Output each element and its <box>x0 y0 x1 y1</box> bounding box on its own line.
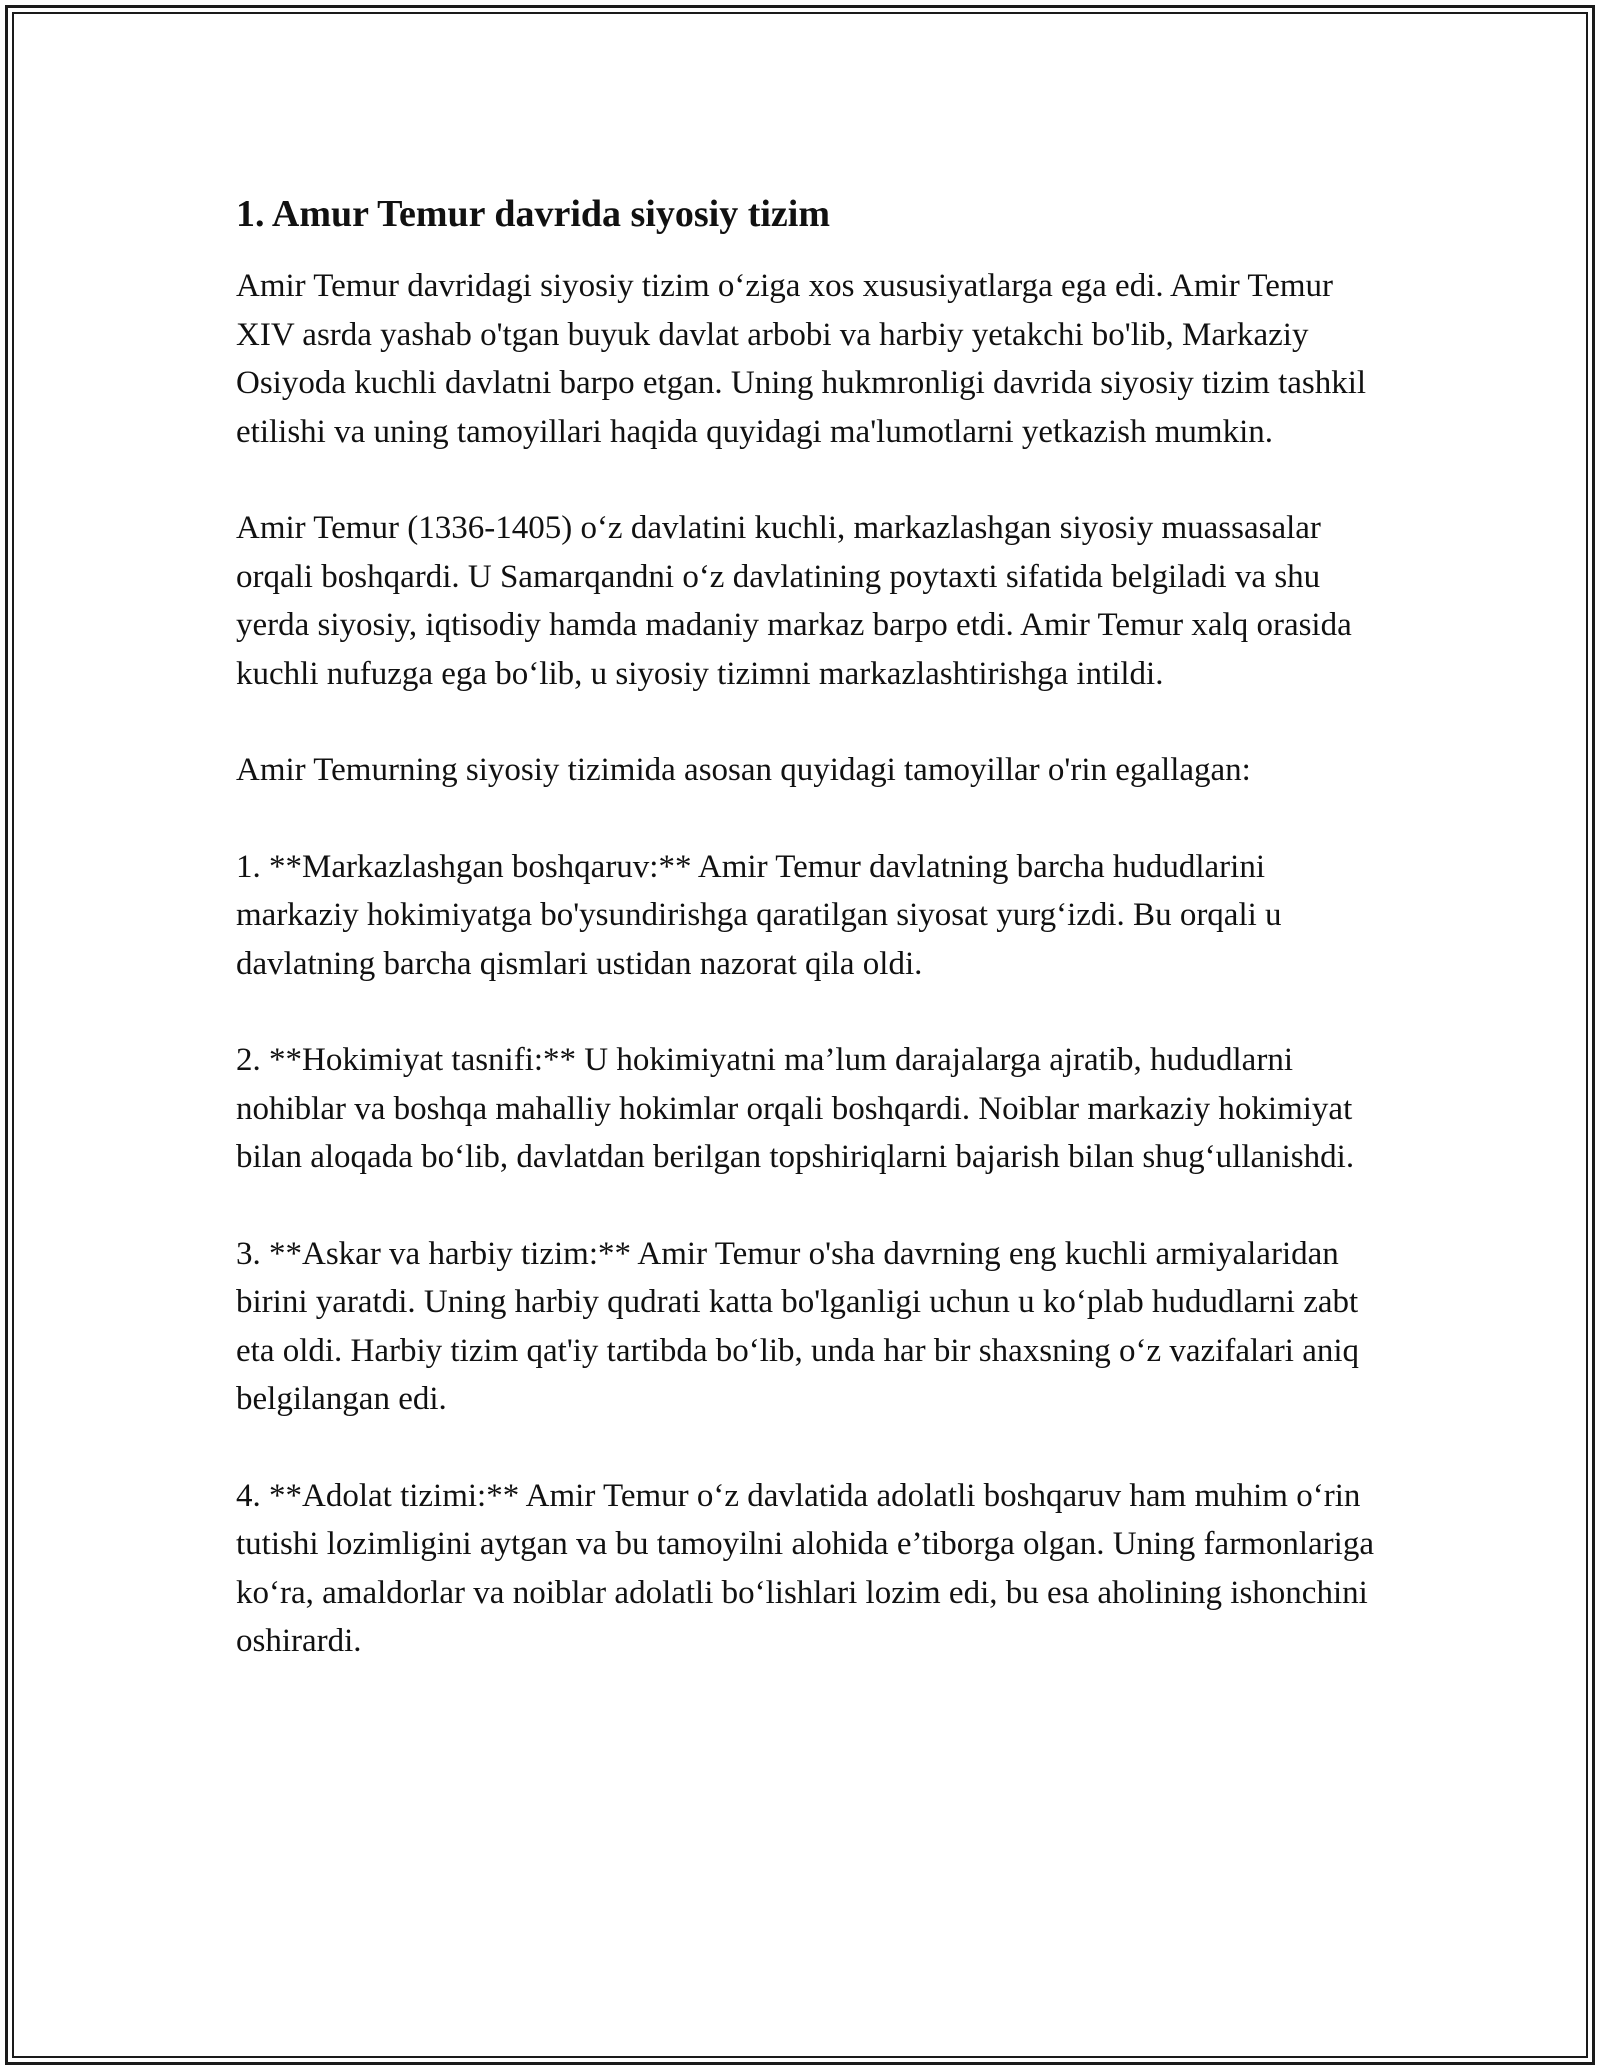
principle-item-centralized: 1. **Markazlashgan boshqaruv:** Amir Temur davlatning barcha hududlarini markaziy hokimiyatga bo'ysundirishga qaratilgan siyosat yurg‘izdi. Bu orqali u davlatning barcha qismlari ustidan nazorat qila oldi. <box>236 848 1282 982</box>
intro-paragraph: Amir Temur davridagi siyosiy tizim o‘ziga xos xususiyatlarga ega edi. Amir Temur XIV asrda yashab o'tgan buyuk davlat arbobi va harbiy yetakchi bo'lib, Markaziy Osiyoda kuchli davlatni barpo etgan. Uning hukmronligi davrida siyosiy tizim tashkil etilishi va uning tamoyillari haqida quyidagi ma'lumotlarni yetkazish mumkin. <box>236 268 1367 450</box>
capital-paragraph: Amir Temur (1336-1405) o‘z davlatini kuchli, markazlashgan siyosiy muassasalar orqali boshqardi. U Samarqandni o‘z davlatining poytaxti sifatida belgiladi va shu yerda siyosiy, iqtisodiy hamda madaniy markaz barpo etdi. Amir Temur xalq orasida kuchli nufuzga ega bo‘lib, u siyosiy tizimni markazlashtirishga intildi. <box>236 510 1352 692</box>
principle-item-military: 3. **Askar va harbiy tizim:** Amir Temur o'sha davrning eng kuchli armiyalaridan birini yaratdi. Uning harbiy qudrati katta bo'lganligi uchun u ko‘plab hududlarni zabt eta oldi. Harbiy tizim qat'iy tartibda bo‘lib, unda har bir shaxsning o‘z vazifalari aniq belgilangan edi. <box>236 1235 1360 1417</box>
principle-item-justice: 4. **Adolat tizimi:** Amir Temur o‘z davlatida adolatli boshqaruv ham muhim o‘rin tutishi lozimligini aytgan va bu tamoyilni alohida e’tiborga olgan. Uning farmonlariga ko‘ra, amaldorlar va noiblar adolatli bo‘lishlari lozim edi, bu esa aholining ishonchini oshirardi. <box>236 1477 1374 1659</box>
document-body <box>236 188 1376 1714</box>
principle-item-authority: 2. **Hokimiyat tasnifi:** U hokimiyatni ma’lum darajalarga ajratib, hududlarni nohiblar va boshqa mahalliy hokimlar orqali boshqardi. Noiblar markaziy hokimiyat bilan aloqada bo‘lib, davlatdan berilgan topshiriqlarni bajarish bilan shug‘ullanishdi. <box>236 1042 1355 1175</box>
section-heading: 1. Amur Temur davrida siyosiy tizim <box>236 193 830 235</box>
principles-intro-paragraph: Amir Temurning siyosiy tizimida asosan quyidagi tamoyillar o'rin egallagan: <box>236 752 1251 788</box>
